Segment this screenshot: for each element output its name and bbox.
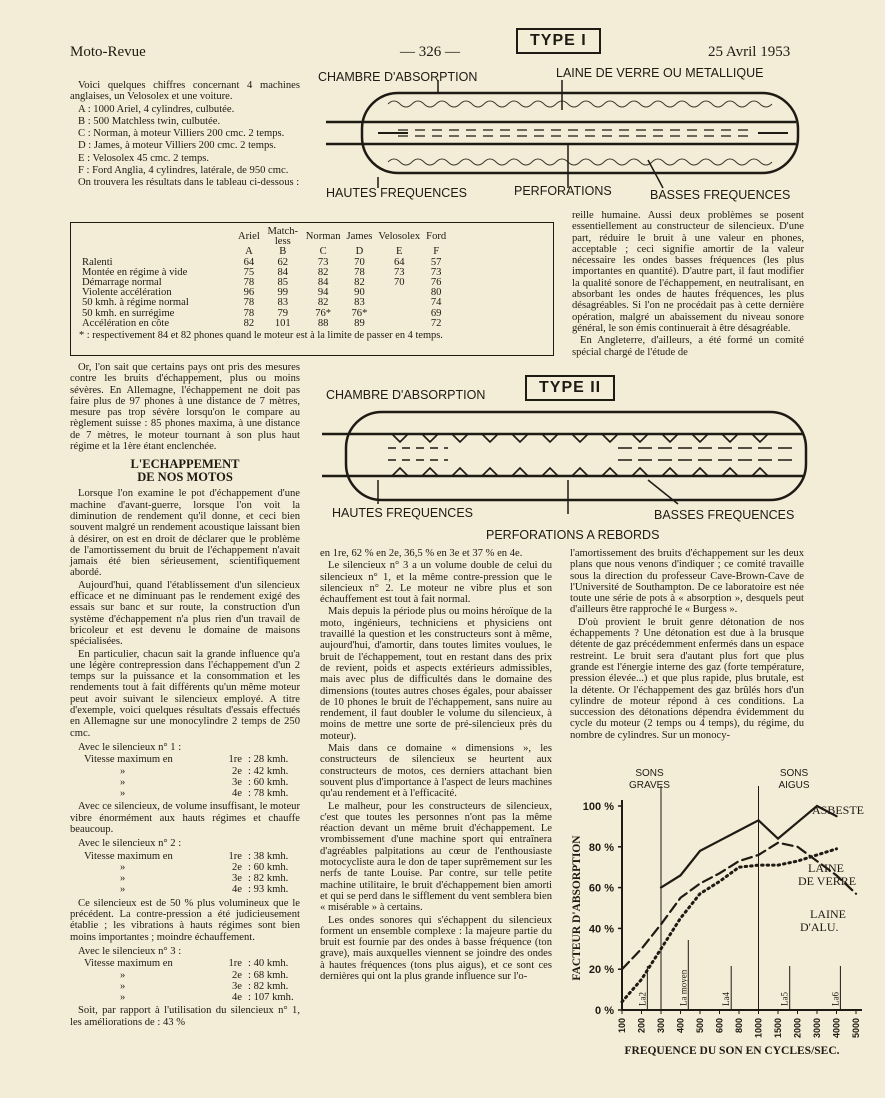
column-4 xyxy=(570,548,804,742)
speed-label: Vitesse maximum en xyxy=(84,850,173,862)
x-tick-label: 500 xyxy=(695,1018,705,1034)
gear-label: 4e xyxy=(232,884,242,896)
x-axis-title: FREQUENCE DU SON EN CYCLES/SEC. xyxy=(624,1045,840,1057)
speed-value: : 82 kmh. xyxy=(248,980,289,992)
speed-row xyxy=(84,981,300,992)
speed-row xyxy=(84,788,300,799)
silencer-3-list xyxy=(84,958,300,1003)
series-label: LAINE xyxy=(808,861,844,875)
type-1-badge: TYPE I xyxy=(516,28,601,54)
table-row-label: Accélération en côte xyxy=(82,317,170,329)
type-1-diagram xyxy=(318,80,828,190)
table-cell: 78 xyxy=(243,297,255,309)
paragraph: Lorsque l'on examine le pot d'échappement d'une machine d'avant-guerre, lorsque l'on voit la diminution de rendement qu'il donne, et ceci bien souvent malgré un rendement acoustique laissant bien à désirer, on est en droit de déclarer que le problème de l'amortissement du bruit de l'échappement n'avait jamais été bien sérieusement, scientifiquement abordé. xyxy=(70,488,300,579)
table-letter-cell: D xyxy=(355,246,364,258)
table-cell: 70 xyxy=(393,277,405,289)
paragraph: Ce silencieux est de 50 % plus volumineux que le précédent. La contre-pression a été judicieusement établie ; les vibrations à hauts régimes sont bien moins importantes ; moindre échauffement. xyxy=(70,897,300,943)
paragraph: Avec ce silencieux, de volume insuffisant, le moteur vibre énormément aux hauts régimes et chauffe beaucoup. xyxy=(70,801,300,835)
intro-line: E : Velosolex 45 cmc. 2 temps. xyxy=(78,152,210,164)
speed-value: : 107 kmh. xyxy=(248,992,294,1004)
gear-label: 4e xyxy=(232,788,242,800)
x-tick-label: 600 xyxy=(714,1018,725,1034)
x-tick-label: 4000 xyxy=(831,1018,842,1039)
table-cell: 82 xyxy=(354,277,365,289)
silencer-2-title: Avec le silencieux n° 2 : xyxy=(78,838,182,850)
speed-label: » xyxy=(120,776,126,788)
table-cell: 64 xyxy=(393,256,405,268)
speed-row xyxy=(84,992,300,1003)
table-cell: 64 xyxy=(243,256,255,268)
table-cell: 85 xyxy=(277,277,289,289)
speed-row xyxy=(84,958,300,969)
table-cell: 78 xyxy=(354,266,365,278)
paragraph: reille humaine. Aussi deux problèmes se posent essentiellement au constructeur de silencieux. D'une part, réduire le bruit à une valeur en phones, acceptable ; ceci signifie amortir de la valeur nécessaire les ondes basses fréquences (les plus importantes en quantité). D'autre part, il faut modifier la qualité sonore de l'échappement, en neutralisant, en absorbant les ondes de hautes fréquences, les plus désagréables. Si l'on ne procédait pas à cette dernière opération, malgré un abaissement du niveau sonore général, le son émis continuerait à être désagréable. xyxy=(572,210,804,334)
table-cell xyxy=(375,288,423,298)
table-cell: 83 xyxy=(277,297,289,309)
y-tick-label: 60 % xyxy=(588,882,614,895)
y-tick-label: 20 % xyxy=(588,964,614,977)
table-cell: 73 xyxy=(393,266,405,278)
table-cell: 82 xyxy=(317,297,329,309)
speed-value: : 60 kmh. xyxy=(248,776,289,788)
gear-label: 1re xyxy=(228,754,242,766)
table-cell: 99 xyxy=(277,287,289,299)
speed-label: » xyxy=(120,765,126,777)
intro-line: F : Ford Anglia, 4 cylindres, latérale, de 950 cmc. xyxy=(78,165,289,177)
table-cell: 76* xyxy=(351,307,368,319)
table-cell xyxy=(375,319,423,329)
table-cell: 84 xyxy=(277,266,289,278)
table-cell: 74 xyxy=(430,297,442,309)
x-tick-label: 5000 xyxy=(851,1018,861,1039)
paragraph: Le silencieux n° 3 a un volume double de celui du silencieux n° 1, et la même contre-pression que le silencieux n° 2. Le moteur ne vibre plus et son échauffement est tout à fait normal. xyxy=(320,560,552,606)
table-cell: 84 xyxy=(317,277,329,289)
paragraph: Or, l'on sait que certains pays ont pris des mesures contre les bruits d'échappement, plus ou moins sévères. En Allemagne, l'échappement ne doit pas faire plus de 97 phones à une distance de 7 mètres, mesure pas trop sévère lorsqu'on le compare au règlement suisse : 85 phones maxima, à une distance de 7 mètres, le moteur tournant à son plus haut régime et la 1ère étant enclenchée. xyxy=(70,362,300,453)
table-cell: 101 xyxy=(274,317,291,329)
note-label: La4 xyxy=(721,992,732,1006)
table-cell: 76 xyxy=(430,277,442,289)
paragraph: En particulier, chacun sait la grande influence qu'a une légère contrepression dans l'échappement d'un 2 temps sur la puissance et la consommation et les rendements tout à fait différents qu'un même moteur peut avoir suivant le silencieux employé. A titre d'exemple, voici quelques résultats d'essais effectués en Allemagne sur une monocylindre 2 temps de 250 cmc. xyxy=(70,648,300,739)
section-title-line: L'ECHAPPEMENT xyxy=(130,457,240,472)
table-cell: 80 xyxy=(430,287,442,299)
speed-label: » xyxy=(120,884,126,896)
intro-text xyxy=(70,80,300,190)
gear-label: 1re xyxy=(228,850,242,862)
type-1-laine-label: LAINE DE VERRE OU METALLIQUE xyxy=(556,66,764,80)
x-tick-label: 100 xyxy=(617,1018,627,1034)
paragraph: Soit, par rapport à l'utilisation du silencieux n° 1, les améliorations de : 43 % xyxy=(70,1005,300,1028)
speed-value: : 42 kmh. xyxy=(248,765,289,777)
band-label: SONS xyxy=(779,768,809,779)
type-2-perforations-label: PERFORATIONS A REBORDS xyxy=(486,528,660,542)
intro-line: C : Norman, à moteur Villiers 200 cmc. 2 temps. xyxy=(78,128,285,140)
table-cell: 78 xyxy=(243,277,255,289)
type-2-chambre-label: CHAMBRE D'ABSORPTION xyxy=(326,388,486,402)
column-1 xyxy=(70,362,300,1029)
paragraph: Aujourd'hui, quand l'établissement d'un silencieux efficace et ne diminuant pas le rendement exigé des essais sur banc et sur route, la construction d'un système d'échappement n'a plus rien d'un travail de bricoleur et est devenu le domaine de maisons spécialisées. xyxy=(70,579,300,648)
table-row-label: Ralenti xyxy=(82,256,113,268)
table-header-cell: Velosolex xyxy=(378,231,421,243)
series-label: D'ALU. xyxy=(800,920,839,934)
band-label: AIGUS xyxy=(778,780,810,791)
x-tick-label: 1500 xyxy=(773,1018,783,1039)
speed-row xyxy=(84,970,300,981)
table-header-row xyxy=(79,227,449,247)
speed-label: » xyxy=(120,969,126,981)
paragraph: en 1re, 62 % en 2e, 36,5 % en 3e et 37 % en 4e. xyxy=(320,548,523,559)
paragraph: Mais dans ce domaine « dimensions », les constructeurs de silencieux se heurtent aux constructeurs de motos, ces derniers attachant bien souvent plus d'importance à l'aspect de leurs machines qu'au rendement et à l'efficacité. xyxy=(320,743,552,800)
column-3 xyxy=(572,210,804,359)
table-row xyxy=(79,319,449,329)
speed-value: : 40 kmh. xyxy=(248,958,289,970)
table-letter-cell: A xyxy=(245,246,253,258)
table-note: * : respectivement 84 et 82 phones quand le moteur est à la limite de passer en 4 temps. xyxy=(79,330,443,342)
paragraph: Les ondes sonores qui s'échappent du silencieux forment un ensemble complexe : la majeure partie du bruit est fournie par des ondes à basse fréquence (ton grave), mais auxquelles viennent se joindre des ondes à hautes fréquences (tons plus aigus), et ce sont ces dernières qui ont la plus grande influence sur l'o- xyxy=(320,914,552,982)
table-cell: 94 xyxy=(317,287,329,299)
speed-row xyxy=(84,754,300,765)
page-number: — 326 — xyxy=(400,44,460,60)
type-2-diagram xyxy=(318,404,828,514)
table-cell: 76* xyxy=(315,307,332,319)
gear-label: 2e xyxy=(232,765,242,777)
column-2 xyxy=(320,548,552,983)
table-cell: 75 xyxy=(243,266,255,278)
section-title xyxy=(70,458,300,484)
table-row-label: 50 kmh. à régime normal xyxy=(82,297,189,309)
table-header-cell: James xyxy=(346,231,373,243)
table-cell: 78 xyxy=(243,307,255,319)
speed-row xyxy=(84,862,300,873)
table-cell: 89 xyxy=(354,317,365,329)
speed-value: : 28 kmh. xyxy=(248,754,289,766)
table-cell: 83 xyxy=(354,297,365,309)
table-cell: 72 xyxy=(430,317,442,329)
type-1-basses-label: BASSES FREQUENCES xyxy=(650,188,791,202)
table-letter-cell: E xyxy=(396,246,403,258)
table-cell: 73 xyxy=(430,266,442,278)
y-tick-label: 80 % xyxy=(588,841,614,854)
gear-label: 2e xyxy=(232,861,242,873)
table-letter-cell: B xyxy=(279,246,287,258)
y-tick-label: 100 % xyxy=(582,801,614,813)
speed-label: » xyxy=(120,980,126,992)
x-tick-label: 200 xyxy=(636,1018,647,1034)
silencer-3-title: Avec le silencieux n° 3 : xyxy=(78,945,182,957)
table-cell: 82 xyxy=(317,266,329,278)
table-cell: 70 xyxy=(354,256,365,268)
intro-line: D : James, à moteur Villiers 200 cmc. 2 temps. xyxy=(78,140,277,152)
gear-label: 2e xyxy=(232,969,242,981)
table-row-label: Démarrage normal xyxy=(82,277,162,289)
series-label: ASBESTE xyxy=(812,803,865,817)
type-2-hautes-label: HAUTES FREQUENCES xyxy=(332,506,473,520)
intro-line: B : 500 Matchless twin, culbutée. xyxy=(78,115,221,127)
silencer-1-title: Avec le silencieux n° 1 : xyxy=(78,741,182,753)
table-cell: 82 xyxy=(243,317,255,329)
silencer-2-list xyxy=(84,851,300,896)
table-header-cell: Ariel xyxy=(238,231,260,243)
speed-row xyxy=(84,873,300,884)
type-2-badge: TYPE II xyxy=(525,375,615,401)
x-tick-label: 400 xyxy=(675,1018,686,1034)
x-tick-label: 3000 xyxy=(812,1018,822,1039)
intro-line: A : 1000 Ariel, 4 cylindres, culbutée. xyxy=(78,103,235,115)
intro-line: On trouvera les résultats dans le tableau ci-dessous : xyxy=(78,177,300,189)
type-1-chambre-label: CHAMBRE D'ABSORPTION xyxy=(318,70,478,84)
table-cell: 96 xyxy=(243,287,255,299)
gear-label: 1re xyxy=(228,958,242,970)
silencer-1-list xyxy=(84,754,300,799)
speed-label: Vitesse maximum en xyxy=(84,754,173,766)
table-cell: 90 xyxy=(354,287,365,299)
y-tick-label: 0 % xyxy=(595,1005,614,1017)
gear-label: 4e xyxy=(232,992,242,1004)
gear-label: 3e xyxy=(232,873,242,885)
speed-value: : 93 kmh. xyxy=(248,884,289,896)
intro-line: Voici quelques chiffres concernant 4 machines anglaises, un Velosolex et une voiture. xyxy=(70,80,300,103)
table-row-label: 50 kmh. en surrégime xyxy=(82,307,175,319)
section-title-line: DE NOS MOTOS xyxy=(137,470,233,485)
table-cell: 79 xyxy=(277,307,289,319)
speed-row xyxy=(84,766,300,777)
table-letter-cell: C xyxy=(319,246,327,258)
x-tick-label: 2000 xyxy=(792,1018,803,1039)
table-cell: 69 xyxy=(430,307,442,319)
band-label: SONS xyxy=(635,768,664,779)
type-2-basses-label: BASSES FREQUENCES xyxy=(654,508,795,522)
x-tick-label: 1000 xyxy=(753,1018,764,1039)
table-row-label: Violente accélération xyxy=(82,287,172,299)
speed-label: Vitesse maximum en xyxy=(84,958,173,970)
series-label: DE VERRE xyxy=(798,874,857,888)
results-table xyxy=(79,227,449,329)
note-label: La2 xyxy=(637,992,648,1006)
speed-label: » xyxy=(120,992,126,1004)
note-label: La5 xyxy=(779,992,790,1006)
note-label: La moyen xyxy=(678,969,689,1006)
speed-value: : 38 kmh. xyxy=(248,850,289,862)
note-label: La6 xyxy=(830,992,841,1006)
magazine-name: Moto-Revue xyxy=(70,44,146,60)
paragraph: l'amortissement des bruits d'échappement sur les deux plans que nous venons d'indiquer ; ce comité travaille sous la direction du professeur Cave-Brown-Cave de l'Université de Southampton. De ce laboratoire est née toute une série de pots à « absorption », desquels peut d'ailleurs être rapproché le « Burgess ». xyxy=(570,548,804,616)
type-1-perforations-label: PERFORATIONS xyxy=(514,184,612,198)
band-label: GRAVES xyxy=(629,780,670,791)
x-tick-label: 300 xyxy=(656,1018,666,1034)
speed-value: : 68 kmh. xyxy=(248,969,289,981)
table-cell: 57 xyxy=(430,256,442,268)
results-table-frame xyxy=(70,222,554,356)
speed-row xyxy=(84,851,300,862)
table-header-cell: Match-less xyxy=(267,226,299,248)
table-header-cell: Ford xyxy=(426,231,447,243)
absorption-chart xyxy=(560,762,880,1062)
speed-value: : 82 kmh. xyxy=(248,873,289,885)
paragraph: En Angleterre, d'ailleurs, a été formé un comité spécial chargé de l'étude de xyxy=(572,335,804,358)
y-axis-title: FACTEUR D'ABSORPTION xyxy=(571,835,583,981)
speed-label: » xyxy=(120,873,126,885)
y-tick-label: 40 % xyxy=(588,923,614,936)
table-cell: 88 xyxy=(317,317,329,329)
paragraph: D'où provient le bruit genre détonation de nos échappements ? Une détonation est due à la brusque détente de gaz précédemment enfermés dans un espace restreint. Le bruit sera d'autant plus fort que plus grande est l'énergie interne des gaz (forte température, pression élevée...) et que plus rapide, plus brutale, est la détente. Or l'échappement des gaz brûlés hors d'un cylindre de moteur répond à ces conditions. La succession des détonations dépendra évidemment du cycle du moteur (2 temps ou 4 temps), du régime, du nombre de cylindres. Sur un monocy- xyxy=(570,616,804,741)
speed-row xyxy=(84,884,300,895)
table-cell xyxy=(375,298,423,308)
table-cell: 73 xyxy=(317,256,329,268)
series-label: LAINE xyxy=(810,907,846,921)
speed-label: » xyxy=(120,788,126,800)
speed-row xyxy=(84,777,300,788)
speed-label: » xyxy=(120,861,126,873)
type-1-hautes-label: HAUTES FREQUENCES xyxy=(326,186,467,200)
table-cell xyxy=(375,309,423,319)
gear-label: 3e xyxy=(232,980,242,992)
table-cell: 62 xyxy=(277,256,289,268)
table-header-cell: Norman xyxy=(305,231,341,243)
x-tick-label: 800 xyxy=(734,1018,744,1034)
speed-value: : 60 kmh. xyxy=(248,861,289,873)
paragraph: Mais depuis la période plus ou moins héroïque de la moto, ingénieurs, techniciens et physiciens ont travaillé la question et les constructeurs sont à même, aujourd'hui, d'amortir, dans toutes limites voulues, le bruit de l'échappement, tout en restant dans des prix de revient, poids et aspects extérieurs admissibles, mais avec plus de difficultés dans le domaine des dimensions (toutes autres choses égales, pour abaisser de 10 phones le bruit de l'échappement, sans nuire au rendement, il faut doubler le volume du silencieux, à moins de mettre une sorte de pré-silencieux près du moteur). xyxy=(320,606,552,742)
issue-date: 25 Avril 1953 xyxy=(708,44,791,60)
gear-label: 3e xyxy=(232,776,242,788)
table-row-label: Montée en régime à vide xyxy=(82,266,188,278)
table-letter-cell: F xyxy=(433,246,440,258)
speed-value: : 78 kmh. xyxy=(248,788,289,800)
paragraph: Le malheur, pour les constructeurs de silencieux, c'est que toutes les personnes n'ont pas la même réaction devant un même bruit d'échappement. Le vrombissement d'une machine sport qui entraînera d'agréables palpitations au cœur de l'enthousiaste motocycliste aura le don de taper suprêmement sur les nerfs de tante Louise. Par contre, sur telle petite machine utilitaire, le bruit d'échappement bien amorti et qui se perd dans le sifflement du vent semblera bien « misérable » à certains. xyxy=(320,800,552,914)
